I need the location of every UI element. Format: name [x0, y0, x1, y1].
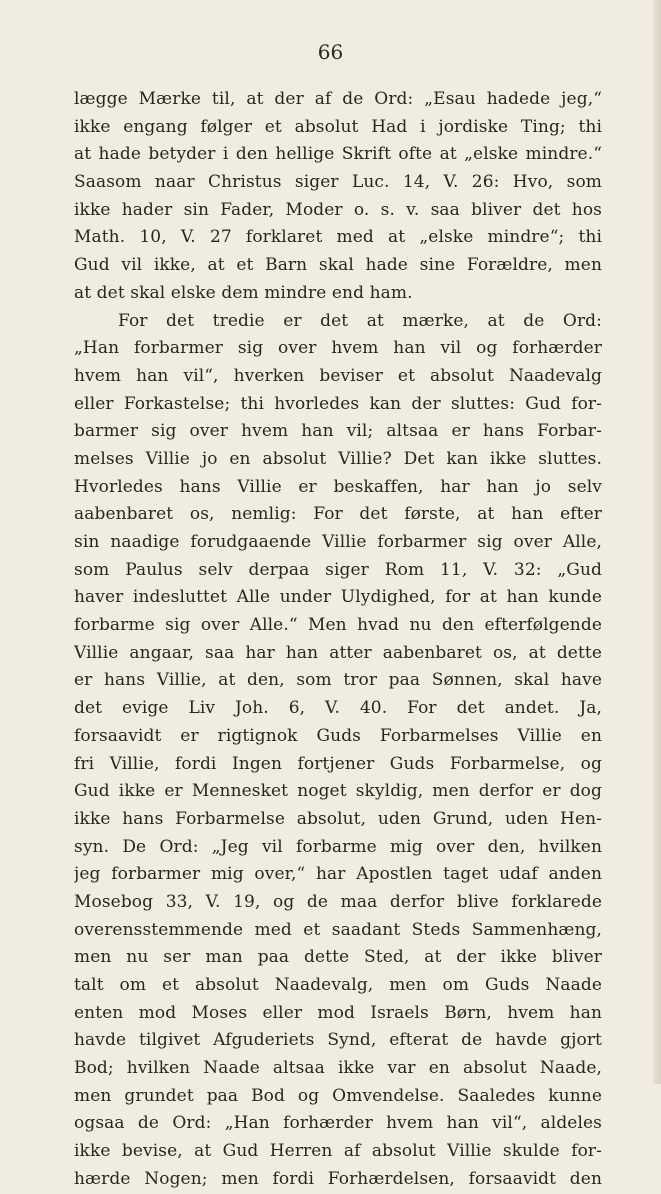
text-line: ogsaa de Ord: „Han forhærder hvem han vil“, aldeles — [74, 1113, 602, 1134]
text-line: ikke engang følger et absolut Had i jordiske Ting; thi — [74, 116, 602, 137]
text-line: men nu ser man paa dette Sted, at der ikke bliver — [74, 947, 602, 968]
page-number: 66 — [317, 40, 344, 64]
text-line: men grundet paa Bod og Omvendelse. Saaledes kunne — [74, 1085, 602, 1106]
text-line: at det skal elske dem mindre end ham. — [74, 282, 413, 303]
text-line: fri Villie, fordi Ingen fortjener Guds Forbarmelse, og — [74, 753, 602, 774]
text-line: jeg forbarmer mig over,“ har Apostlen taget udaf anden — [74, 864, 602, 885]
text-line: enten mod Moses eller mod Israels Børn, hvem han — [74, 1002, 602, 1023]
text-line: aabenbaret os, nemlig: For det første, at han efter — [74, 504, 602, 525]
text-line: forsaavidt er rigtignok Guds Forbarmelses Villie en — [74, 725, 602, 746]
text-line: talt om et absolut Naadevalg, men om Guds Naade — [74, 975, 602, 995]
text-line: Math. 10, V. 27 forklaret med at „elske mindre“; thi — [74, 227, 602, 248]
text-line: ikke hans Forbarmelse absolut, uden Grund, uden Hen- — [74, 808, 602, 829]
text-line: Gud ikke er Mennesket noget skyldig, men derfor er dog — [74, 781, 602, 802]
text-line: „Han forbarmer sig over hvem han vil og forhærder — [74, 338, 602, 359]
text-line: som Paulus selv derpaa siger Rom 11, V. 32: „Gud — [74, 559, 602, 580]
body-text — [74, 86, 602, 1194]
text-line: hvem han vil“, hverken beviser et absolut Naadevalg — [74, 365, 602, 386]
text-line: ikke bevise, at Gud Herren af absolut Villie skulde for- — [74, 1141, 602, 1162]
text-line: Mosebog 33, V. 19, og de maa derfor blive forklarede — [74, 891, 602, 912]
text-line: sin naadige forudgaaende Villie forbarmer sig over Alle, — [74, 532, 602, 552]
text-line: havde tilgivet Afguderiets Synd, efterat de havde gjort — [74, 1030, 602, 1051]
text-line: Hvorledes hans Villie er beskaffen, har han jo selv — [74, 476, 602, 497]
text-line: syn. De Ord: „Jeg vil forbarme mig over den, hvilken — [74, 836, 602, 857]
text-line: Saasom naar Christus siger Luc. 14, V. 26: Hvo, som — [74, 172, 602, 193]
paragraph-start-line: For det tredie er det at mærke, at de Ord: — [118, 310, 602, 331]
text-line: ikke hader sin Fader, Moder o. s. v. saa bliver det hos — [74, 199, 602, 220]
text-line: melses Villie jo en absolut Villie? Det kan ikke sluttes. — [74, 448, 602, 469]
page-edge — [653, 0, 661, 1084]
text-line: forbarme sig over Alle.“ Men hvad nu den efterfølgende — [74, 615, 602, 636]
text-line: det evige Liv Joh. 6, V. 40. For det andet. Ja, — [74, 698, 602, 719]
text-line: hærde Nogen; men fordi Forhærdelsen, forsaavidt den — [74, 1168, 602, 1189]
text-line: overensstemmende med et saadant Steds Sammenhæng, — [74, 919, 602, 940]
text-line: Bod; hvilken Naade altsaa ikke var en absolut Naade, — [74, 1058, 602, 1079]
text-line: er hans Villie, at den, som tror paa Sønnen, skal have — [74, 670, 602, 691]
text-line: Villie angaar, saa har han atter aabenbaret os, at dette — [74, 642, 602, 663]
text-line: lægge Mærke til, at der af de Ord: „Esau hadede jeg,“ — [74, 89, 602, 109]
text-line: eller Forkastelse; thi hvorledes kan der sluttes: Gud for- — [74, 393, 602, 414]
text-line: at hade betyder i den hellige Skrift ofte at „elske mindre.“ — [74, 144, 602, 165]
text-line: Gud vil ikke, at et Barn skal hade sine Forældre, men — [74, 255, 602, 276]
text-line: haver indesluttet Alle under Ulydighed, for at han kunde — [74, 587, 602, 608]
text-line: barmer sig over hvem han vil; altsaa er hans Forbar- — [74, 421, 602, 442]
